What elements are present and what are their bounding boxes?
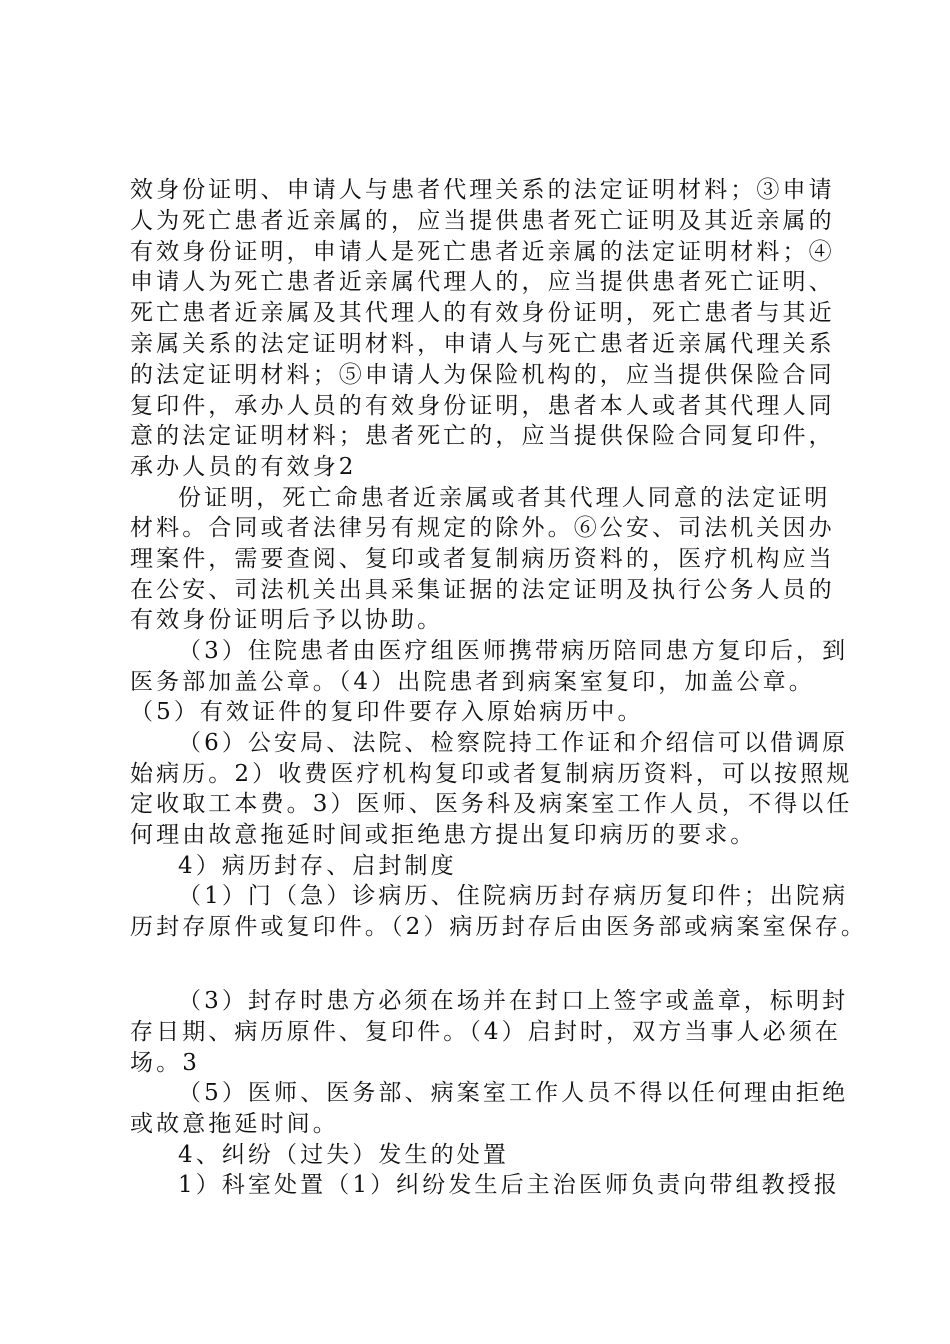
text-line: 理案件，需要查阅、复印或者复制病历资料的，医疗机构应当 (130, 546, 835, 572)
text-line: （5）医师、医务部、病案室工作人员不得以任何理由拒绝 (178, 1080, 849, 1106)
text-line: 死亡患者近亲属及其代理人的有效身份证明，死亡患者与其近 (130, 300, 835, 326)
text-line: 有效身份证明后予以协助。 (130, 607, 444, 633)
text-line: 申请人为死亡患者近亲属代理人的，应当提供患者死亡证明、 (130, 269, 835, 295)
text-line: 的法定证明材料；⑤申请人为保险机构的，应当提供保险合同 (130, 362, 835, 388)
section-heading: 4）病历封存、启封制度 (178, 853, 457, 879)
text-line: 何理由故意拖延时间或拒绝患方提出复印病历的要求。 (130, 822, 757, 848)
text-line: 份证明，死亡命患者近亲属或者其代理人同意的法定证明 (178, 485, 831, 511)
text-line: 始病历。2）收费医疗机构复印或者复制病历资料，可以按照规 (130, 761, 853, 787)
text-line: 或故意拖延时间。 (130, 1111, 339, 1137)
text-line: 存日期、病历原件、复印件。（4）启封时，双方当事人必须在 (130, 1019, 841, 1045)
text-line: 医务部加盖公章。（4）出院患者到病案室复印，加盖公章。 (130, 669, 815, 695)
text-line: 人为死亡患者近亲属的，应当提供患者死亡证明及其近亲属的 (130, 208, 835, 234)
text-line: 1）科室处置（1）纠纷发生后主治医师负责向带组教授报 (178, 1172, 840, 1198)
text-line: 意的法定证明材料；患者死亡的，应当提供保险合同复印件， (130, 423, 835, 449)
text-line: 场。3 (130, 1050, 200, 1076)
text-line: 有效身份证明，申请人是死亡患者近亲属的法定证明材料；④ (130, 239, 835, 265)
text-line: 承办人员的有效身2 (130, 454, 357, 480)
text-line: （6）公安局、法院、检察院持工作证和介绍信可以借调原 (178, 730, 849, 756)
text-line: 材料。合同或者法律另有规定的除外。⑥公安、司法机关因办 (130, 515, 835, 541)
text-line: 效身份证明、申请人与患者代理关系的法定证明材料；③申请 (130, 177, 835, 203)
text-line: 在公安、司法机关出具采集证据的法定证明及执行公务人员的 (130, 577, 835, 603)
section-heading: 4、纠纷（过失）发生的处置 (178, 1142, 509, 1168)
text-line: 历封存原件或复印件。（2）病历封存后由医务部或病案室保存。 (130, 914, 868, 940)
text-line: （5）有效证件的复印件要存入原始病历中。 (130, 699, 644, 725)
text-line: （1）门（急）诊病历、住院病历封存病历复印件；出院病 (178, 883, 849, 909)
text-line: （3）封存时患方必须在场并在封口上签字或盖章，标明封 (178, 988, 849, 1014)
text-line: 复印件，承办人员的有效身份证明，患者本人或者其代理人同 (130, 393, 835, 419)
text-line: （3）住院患者由医疗组医师携带病历陪同患方复印后，到 (178, 638, 849, 664)
text-line: 亲属关系的法定证明材料，申请人与死亡患者近亲属代理关系 (130, 331, 835, 357)
text-line: 定收取工本费。3）医师、医务科及病案室工作人员，不得以任 (130, 791, 853, 817)
